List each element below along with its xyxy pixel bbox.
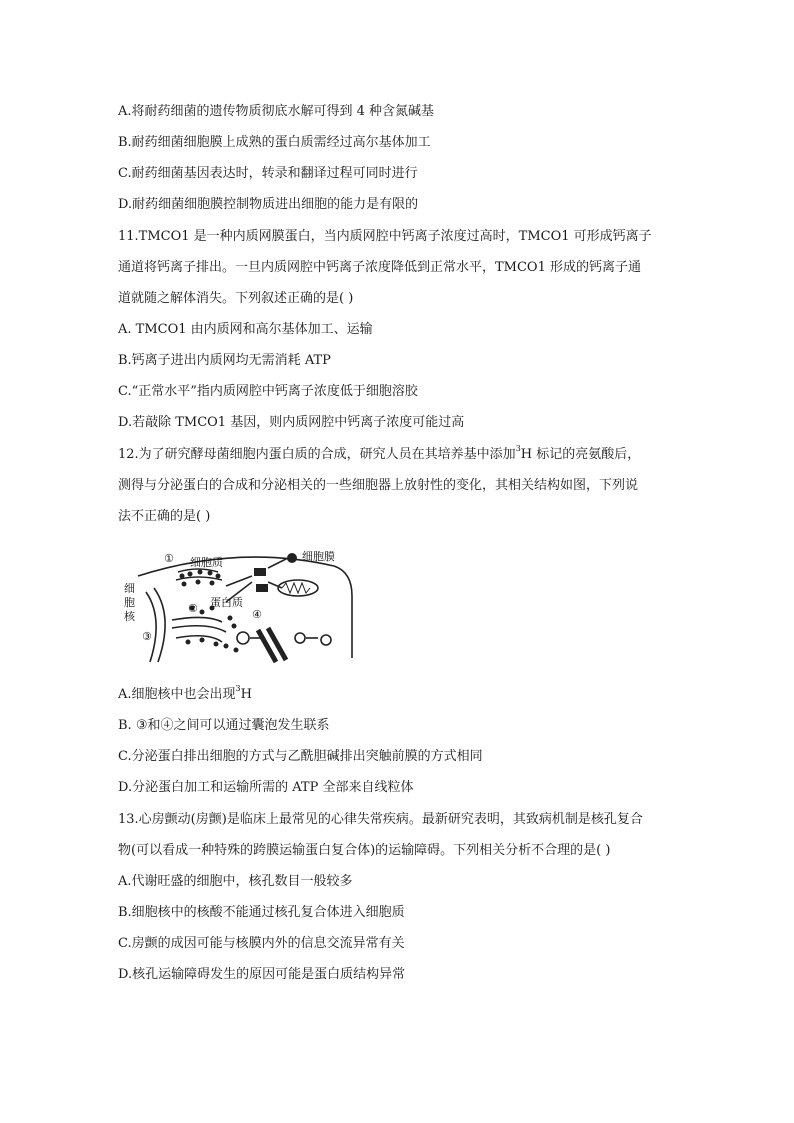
vesicle: [295, 633, 305, 643]
secretory-protein-cell-diagram: [118, 546, 358, 668]
q13-option-c: C.房颤的成因可能与核膜内外的信息交流异常有关: [118, 936, 405, 951]
q12-stem-line2: 测得与分泌蛋白的合成和分泌相关的一些细胞器上放射性的变化，其相关结构如图，下列说: [118, 478, 639, 493]
q11-stem-line3: 道就随之解体消失。下列叙述正确的是( ): [118, 291, 354, 306]
q12-option-a: [118, 685, 252, 705]
er-membrane: [176, 636, 222, 642]
q11-option-c: C.“正常水平”指内质网腔中钙离子浓度低于细胞溶胶: [118, 384, 418, 399]
fig-label-cytoplasm: 细胞质: [190, 556, 223, 569]
arrow: [268, 558, 288, 568]
q12-option-a-post: H: [240, 687, 252, 702]
q11-option-a: A. TMCO1 由内质网和高尔基体加工、运输: [118, 322, 373, 337]
q13-option-b: B.细胞核中的核酸不能通过核孔复合体进入细胞质: [118, 905, 405, 920]
fig-label-protein: 蛋白质: [210, 596, 243, 609]
nuclear-envelope-inner: [146, 592, 156, 662]
fig-label-nucleus-1: 细: [124, 582, 135, 595]
q12-stem-line1-post: H 标记的亮氨酸后，: [520, 447, 641, 462]
q13-stem-line1: 13.心房颤动(房颤)是临床上最常见的心律失常疾病。最新研究表明，其致病机制是核孔复合: [118, 812, 643, 827]
fig-label-nucleus-3: 核: [124, 610, 135, 623]
q13-option-d: D.核孔运输障碍发生的原因可能是蛋白质结构异常: [118, 967, 406, 982]
q12-stem-line1-pre: 12.为了研究酵母菌细胞内蛋白质的合成，研究人员在其培养基中添加: [118, 447, 516, 462]
q12-option-c: C.分泌蛋白排出细胞的方式与乙酰胆碱排出突触前膜的方式相同: [118, 749, 483, 764]
q12-option-d: D.分泌蛋白加工和运输所需的 ATP 全部来自线粒体: [118, 780, 414, 795]
q12-stem-sup: 3: [515, 444, 521, 453]
fig-label-nucleus-2: 胞: [124, 596, 135, 609]
q13-stem-line2: 物(可以看成一种特殊的跨膜运输蛋白复合体)的运输障碍。下列相关分析不合理的是( ): [118, 843, 611, 858]
mitochondrion-cristae: [282, 583, 310, 593]
q10-option-c: C.耐药细菌基因表达时，转录和翻译过程可同时进行: [118, 166, 418, 181]
fig-label-2: ②: [188, 602, 198, 615]
q12-option-a-sup: 3: [235, 684, 241, 693]
q11-option-b: B.钙离子进出内质网均无需消耗 ATP: [118, 353, 331, 368]
q11-stem-line1: 11.TMCO1 是一种内质网膜蛋白，当内质网腔中钙离子浓度过高时，TMCO1 可形成钙离子: [118, 229, 652, 244]
q10-option-d: D.耐药细菌细胞膜控制物质进出细胞的能力是有限的: [118, 197, 419, 212]
vesicle: [237, 632, 249, 644]
q12-option-a-pre: A.细胞核中也会出现: [118, 687, 236, 702]
er-membrane: [172, 626, 226, 632]
q10-option-a: A.将耐药细菌的遗传物质彻底水解可得到 4 种含氮碱基: [118, 104, 435, 119]
q12-option-b: B. ③和④之间可以通过囊泡发生联系: [118, 718, 330, 733]
q12-stem-line3: 法不正确的是( ): [118, 509, 211, 524]
q13-option-a: A.代谢旺盛的细胞中，核孔数目一般较多: [118, 874, 353, 889]
fig-label-4: ④: [252, 608, 262, 621]
er-membrane: [172, 617, 222, 622]
fig-label-3: ③: [142, 630, 152, 643]
fig-label-1: ①: [164, 552, 174, 565]
vesicle: [321, 635, 331, 645]
q11-stem-line2: 通道将钙离子排出。一旦内质网腔中钙离子浓度降低到正常水平，TMCO1 形成的钙离子通: [118, 260, 641, 275]
q12-stem-line1: [118, 445, 640, 465]
q10-option-b: B.耐药细菌细胞膜上成熟的蛋白质需经过高尔基体加工: [118, 135, 431, 150]
q11-option-d: D.若敲除 TMCO1 基因，则内质网腔中钙离子浓度可能过高: [118, 415, 465, 430]
fig-label-membrane: 细胞膜: [302, 550, 335, 563]
